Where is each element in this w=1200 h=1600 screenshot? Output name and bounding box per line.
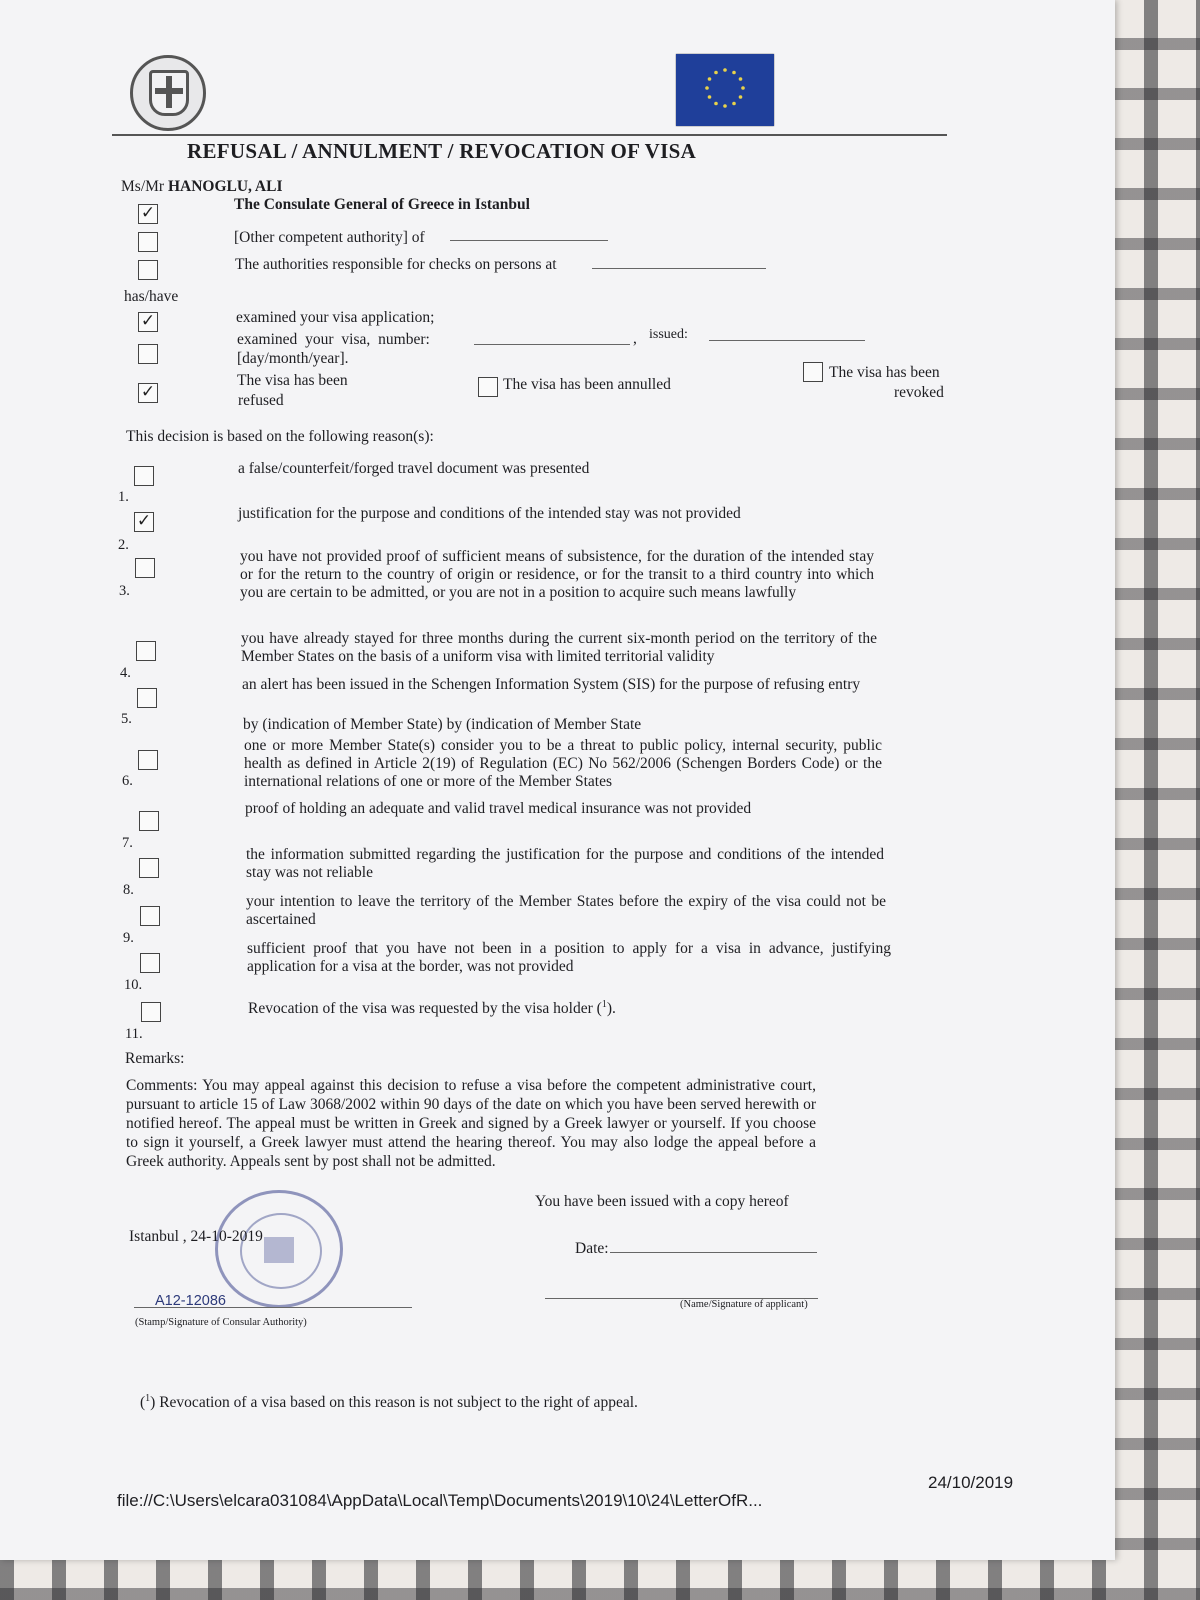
date-format-label: [day/month/year]. xyxy=(237,350,349,367)
reason-9-number: 9. xyxy=(123,930,134,946)
reason-11-main: Revocation of the visa was requested by the visa holder ( xyxy=(248,1000,602,1018)
applicant-date-field[interactable] xyxy=(610,1252,817,1253)
appeal-comments: Comments: You may appeal against this decision to refuse a visa before the competent administrative court, pursuant to article 15 of Law 3068/2002 within 90 days of the date on which you have been served herewith or notified hereof. The appeal must be written in Greek and signed by a Greek lawyer or yourself. If you choose to sign it yourself, a Greek lawyer must attend the hearing thereof. You may also lodge the appeal before a Greek authority. Appeals sent by post shall not be admitted. xyxy=(126,1077,816,1170)
print-date: 24/10/2019 xyxy=(928,1473,1014,1492)
reason-4-number: 4. xyxy=(120,665,131,681)
refused-label-line2: refused xyxy=(238,392,284,409)
eu-flag-icon xyxy=(676,54,774,126)
reason-7-checkbox[interactable] xyxy=(139,811,159,831)
reason-6-text: one or more Member State(s) consider you to be a threat to public policy, internal security, public health as defined in Article 2(19) of Regulation (EC) No 562/2006 (Schengen Borders Code) or the international relations of one or more of the Member States xyxy=(244,737,882,790)
reason-6-checkbox[interactable] xyxy=(138,750,158,770)
reason-9-checkbox[interactable] xyxy=(140,906,160,926)
greek-coat-of-arms-icon xyxy=(130,55,206,131)
reason-3-checkbox[interactable] xyxy=(135,558,155,578)
header-rule xyxy=(112,134,947,136)
reason-10-checkbox[interactable] xyxy=(140,953,160,973)
reason-8-text: the information submitted regarding the justification for the purpose and conditions of the intended stay was not reliable xyxy=(246,846,884,881)
comma: , xyxy=(633,330,637,347)
has-have-label: has/have xyxy=(124,288,179,305)
reason-5-checkbox[interactable] xyxy=(137,688,157,708)
stamp-label: (Stamp/Signature of Consular Authority) xyxy=(135,1317,307,1328)
examined-application-label: examined your visa application; xyxy=(236,309,435,326)
annulled-label: The visa has been annulled xyxy=(503,376,671,393)
file-path: file://C:\Users\elcara031084\AppData\Local\Temp\Documents\2019\10\24\LetterOfR... xyxy=(117,1491,763,1510)
reason-7-number: 7. xyxy=(122,835,133,851)
other-authority-checkbox[interactable] xyxy=(138,232,158,252)
consular-stamp xyxy=(215,1190,343,1308)
recipient-line xyxy=(121,178,283,196)
document-title: REFUSAL / ANNULMENT / REVOCATION OF VISA xyxy=(187,139,697,163)
reason-2-text: justification for the purpose and conditions of the intended stay was not provided xyxy=(238,505,741,522)
revoked-label-line2: revoked xyxy=(894,384,944,401)
reason-2-checkbox[interactable]: ✓ xyxy=(134,512,154,532)
footnote: ($^1$) Revocation of a visa based on this reason is not subject to the right of appeal. xyxy=(140,1393,638,1412)
refused-checkbox[interactable]: ✓ xyxy=(138,383,158,403)
recipient-name: HANOGLU, ALI xyxy=(167,178,283,195)
examined-visa-label: examined your visa, number: xyxy=(237,331,430,348)
reasons-intro: This decision is based on the following reason(s): xyxy=(126,428,434,445)
reason-11-text xyxy=(248,996,616,1018)
reason-9-text: your intention to leave the territory of the Member States before the expiry of the visa could not be ascertained xyxy=(246,893,886,928)
salutation: Ms/Mr xyxy=(121,178,165,195)
place-date: Istanbul , 24-10-2019 xyxy=(129,1228,263,1245)
checks-authority-label: The authorities responsible for checks on persons at xyxy=(235,256,557,273)
examined-application-checkbox[interactable]: ✓ xyxy=(138,312,158,332)
reason-1-number: 1. xyxy=(118,489,129,505)
checks-authority-checkbox[interactable] xyxy=(138,260,158,280)
reason-7-text: proof of holding an adequate and valid travel medical insurance was not provided xyxy=(245,800,752,817)
issued-label: issued: xyxy=(649,327,688,342)
other-authority-field[interactable] xyxy=(450,240,608,241)
reason-5-member-state: by (indication of Member State) by (indication of Member State xyxy=(243,716,642,733)
reason-3-text: you have not provided proof of sufficient means of subsistence, for the duration of the intended stay or for the return to the country of origin or residence, or for the transit to a third country into which you are certain to be admitted, or you are not in a position to acquire such means lawfully xyxy=(240,548,874,601)
consulate-checkbox[interactable]: ✓ xyxy=(138,204,158,224)
refused-label-line1: The visa has been xyxy=(237,372,348,389)
reason-1-checkbox[interactable] xyxy=(134,466,154,486)
footnote-mark: 1 xyxy=(145,1393,151,1404)
reason-11-tail: ). xyxy=(606,1000,616,1018)
consulate-label: The Consulate General of Greece in Istanbul xyxy=(234,196,530,213)
footnote-text: Revocation of a visa based on this reason is not subject to the right of appeal. xyxy=(155,1394,638,1412)
copy-issued-label: You have been issued with a copy hereof xyxy=(535,1193,789,1210)
reason-5-number: 5. xyxy=(121,711,132,727)
reason-3-number: 3. xyxy=(119,583,130,599)
reason-6-number: 6. xyxy=(122,773,133,789)
applicant-label: (Name/Signature of applicant) xyxy=(680,1299,808,1310)
visa-number-field[interactable] xyxy=(474,344,630,345)
reason-8-checkbox[interactable] xyxy=(139,858,159,878)
reason-4-text: you have already stayed for three months during the current six-month period on the territory of the Member States on the basis of a uniform visa with limited territorial validity xyxy=(241,630,877,665)
reason-11-checkbox[interactable] xyxy=(141,1002,161,1022)
revoked-checkbox[interactable] xyxy=(803,362,823,382)
annulled-checkbox[interactable] xyxy=(478,377,498,397)
checks-authority-field[interactable] xyxy=(592,268,766,269)
reference-number: A12-12086 xyxy=(155,1293,226,1309)
revoked-label-line1: The visa has been xyxy=(829,364,940,381)
reason-5-text: an alert has been issued in the Schengen Information System (SIS) for the purpose of refusing entry xyxy=(242,676,861,693)
reason-8-number: 8. xyxy=(123,882,134,898)
examined-visa-checkbox[interactable] xyxy=(138,344,158,364)
remarks-label: Remarks: xyxy=(125,1050,185,1067)
reason-4-checkbox[interactable] xyxy=(136,641,156,661)
consular-signature-line xyxy=(134,1307,412,1308)
reason-11-number: 11. xyxy=(125,1026,143,1042)
reason-10-text: sufficient proof that you have not been in a position to apply for a visa in advance, justifying application for a visa at the border, was not provided xyxy=(247,940,891,975)
reason-10-number: 10. xyxy=(124,977,143,993)
date-label: Date: xyxy=(575,1240,609,1257)
issued-date-field[interactable] xyxy=(709,340,865,341)
reason-2-number: 2. xyxy=(118,537,129,553)
other-authority-label: [Other competent authority] of xyxy=(234,229,425,246)
reason-11-footnote-mark: 1 xyxy=(601,999,607,1010)
reason-1-text: a false/counterfeit/forged travel document was presented xyxy=(238,460,590,477)
